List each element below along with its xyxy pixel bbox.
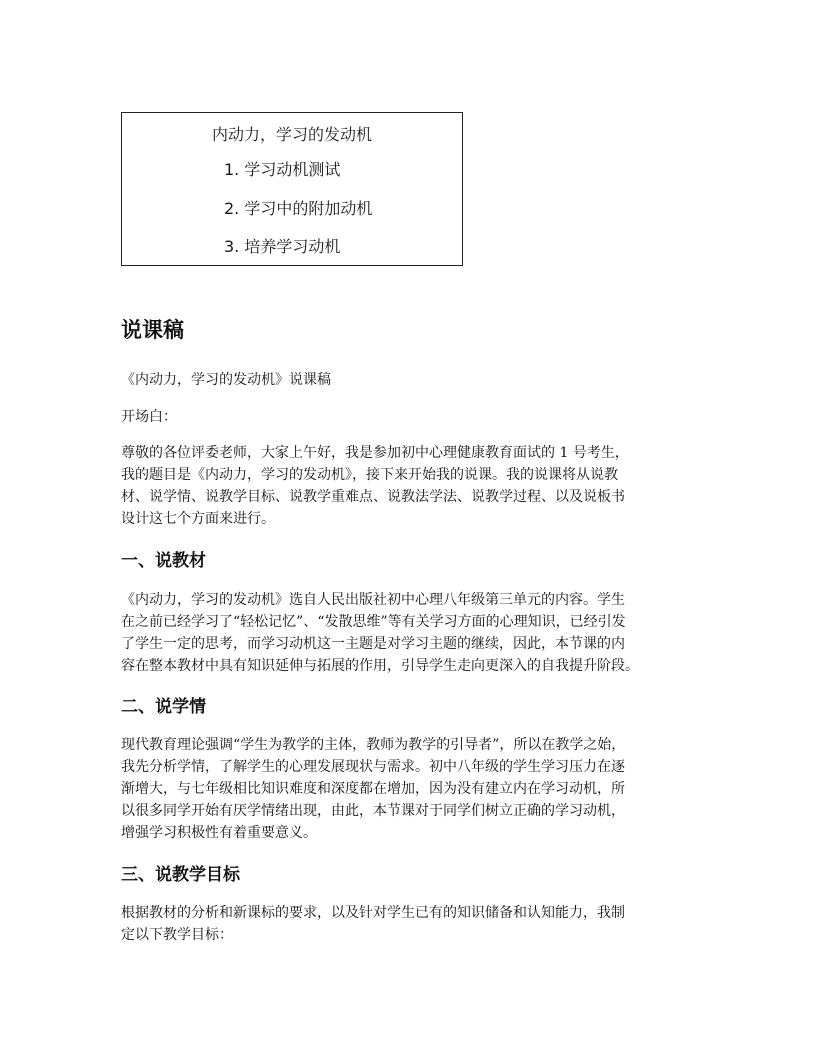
text-line: 材、说学情、说教学目标、说教学重难点、说教法学法、说教学过程、以及说板书 (121, 489, 625, 505)
section-heading: 一、说教材 (121, 551, 206, 571)
section-paragraph (121, 734, 711, 844)
section-heading: 二、说学情 (121, 697, 206, 717)
opening-paragraph (121, 442, 711, 530)
opening-label (121, 406, 711, 428)
section-heading: 三、说教学目标 (121, 865, 240, 885)
outline-item: 2. 学习中的附加动机 (224, 199, 373, 218)
lecture-subtitle (121, 369, 711, 391)
section-paragraph (121, 589, 711, 677)
text-line: 《内动力，学习的发动机》选自人民出版社初中心理八年级第三单元的内容。学生 (121, 592, 625, 608)
text-line: 我的题目是《内动力，学习的发动机》，接下来开始我的说课。我的说课将从说教 (121, 467, 618, 483)
text-line: 现代教育理论强调“学生为教学的主体，教师为教学的引导者”，所以在教学之始， (121, 737, 626, 753)
document-title: 说课稿 (121, 318, 184, 342)
text-line: 我先分析学情，了解学生的心理发展现状与需求。初中八年级的学生学习压力在逐 (121, 759, 625, 775)
text-line: 尊敬的各位评委老师，大家上午好，我是参加初中心理健康教育面试的 1 号考生， (121, 445, 629, 461)
outline-title: 内动力，学习的发动机 (211, 125, 372, 144)
text-line: 根据教材的分析和新课标的要求，以及针对学生已有的知识储备和认知能力，我制 (121, 905, 625, 921)
text-line: 开场白： (121, 409, 177, 425)
text-line: 以很多同学开始有厌学情绪出现，由此，本节课对于同学们树立正确的学习动机， (121, 803, 625, 819)
text-line: 设计这七个方面来进行。 (121, 511, 275, 527)
text-line: 定以下教学目标： (121, 927, 233, 943)
section-paragraph (121, 902, 711, 946)
outline-box (121, 112, 463, 266)
text-line: 《内动力，学习的发动机》说课稿 (121, 372, 331, 388)
text-line: 了学生一定的思考，而学习动机这一主题是对学习主题的继续，因此，本节课的内 (121, 636, 625, 652)
outline-item: 1. 学习动机测试 (224, 160, 341, 179)
text-line: 渐增大，与七年级相比知识难度和深度都在增加，因为没有建立内在学习动机，所 (121, 781, 625, 797)
text-line: 在之前已经学习了“轻松记忆”、“发散思维”等有关学习方面的心理知识，已经引发 (121, 614, 626, 630)
text-line: 容在整本教材中具有知识延伸与拓展的作用，引导学生走向更深入的自我提升阶段。 (121, 658, 639, 674)
outline-item: 3. 培养学习动机 (224, 237, 341, 256)
text-line: 增强学习积极性有着重要意义。 (121, 825, 317, 841)
